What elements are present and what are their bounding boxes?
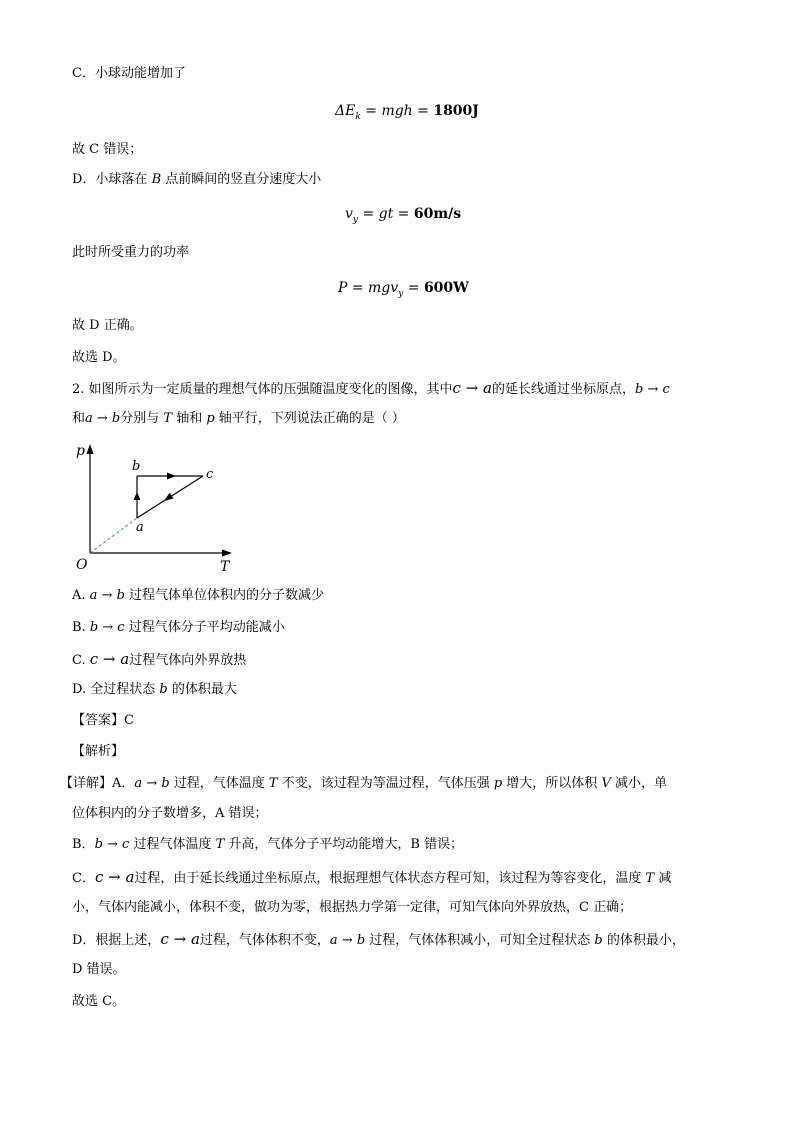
detail-label: 【详解】 [60,776,113,791]
exD-pre: D．根据上述， [72,933,161,948]
label-c: c [206,467,214,482]
analysis-label: 【解析】 [72,744,125,759]
explanation-a-line2: 位体积内的分子数增多，A 错误； [72,806,268,821]
eq2-value: 60m/s [413,206,462,222]
q2-l2-ab: a → b [85,411,121,426]
optA-proc: a → b [89,588,125,603]
explanation-d-line2: D 错误。 [72,962,126,977]
question2-line1 [72,378,670,400]
optA-pre: A. [72,588,90,603]
eq3-value: 600W [423,280,469,296]
q2-l1-pre: 2. 如图所示为一定质量的理想气体的压强随温度变化的图像，其中 [72,382,453,397]
exC-T: T [645,871,655,886]
c-kinetic-text: C．小球动能增加了 [72,66,186,81]
p-t-diagram [70,440,250,580]
option-a [72,586,324,606]
eq1-sub: k [355,111,361,122]
explanation-c-line1 [72,867,671,889]
exC-text2: 减 [654,871,672,886]
optC-proc: c → a [89,650,130,668]
q2-l1-mid: 的延长线通过坐标原点， [492,382,636,397]
exC-pre: C． [72,871,95,886]
answer-value: C [124,713,134,728]
eq2-lhs: v [345,206,353,222]
optD-post: 的体积最大 [167,682,237,697]
label-b: b [132,459,141,474]
optB-proc: b → c [89,620,125,635]
equation-velocity [345,203,461,231]
option-b [72,618,285,638]
d-velocity-text [72,170,321,190]
optB-pre: B. [72,620,90,635]
explanation-b [72,835,463,855]
optC-pre: C. [72,653,90,668]
extension-line [90,518,137,553]
q2-l2-pre: 和 [72,411,86,426]
p-axis-arrow-icon [87,444,94,454]
explanation-d-line1 [72,929,685,951]
final-answer-text: 故选 C。 [72,994,126,1009]
optC-post: 过程气体向外界放热 [129,653,247,668]
power-text: 此时所受重力的功率 [72,245,190,260]
exB-text1: 过程气体温度 [129,837,216,852]
eq1-lhs: ΔE [335,103,356,119]
explanation-c-line2: 小，气体内能减小，体积不变，做功为零，根据热力学第一定律，可知气体向外界放热，C 正确； [72,900,633,915]
d-text-post: 点前瞬间的竖直分速度大小 [161,172,322,187]
eq1-value: 1800J [433,103,479,119]
exD-text1: 过程，气体体积不变， [199,933,330,948]
exC-proc: c → a [94,868,135,886]
q2-l2-mid2: 轴和 [172,411,207,426]
label-T: T [220,559,230,575]
arrow-b-c-icon [167,473,176,480]
q2-l2-T: T [163,411,173,426]
label-a: a [136,520,144,535]
q2-l1-bc: b → c [635,382,670,397]
exB-T: T [215,837,225,852]
exA-text4: 减小，单 [610,776,667,791]
q2-l1-ca: c → a [452,379,492,397]
exA-V: V [601,776,611,791]
exD-text2: 过程，气体体积减小，可知全过程状态 [365,933,595,948]
exD-proc1: c → a [160,930,200,948]
eq2-mid: = gt = [358,206,414,222]
label-p: p [76,443,85,459]
answer-line [72,711,134,731]
exA-proc: a → b [134,776,170,791]
eq1-mid: = mgh = [360,103,434,119]
exD-text3: 的体积最小， [602,933,685,948]
exC-text1: 过程，由于延长线通过坐标原点，根据理想气体状态方程可知，该过程为等容变化，温度 [134,871,646,886]
eq2-sub: y [352,214,359,225]
optD-pre: D. 全过程状态 [72,682,160,697]
eq3-lhs: P = mgv [338,280,399,296]
optB-post: 过程气体分子平均动能减小 [124,620,285,635]
q2-l2-p: p [206,411,215,426]
option-c [72,649,246,671]
d-correct-text: 故 D 正确。 [72,318,143,333]
exB-proc: b → c [94,837,130,852]
exD-b: b [594,933,603,948]
option-d [72,680,237,700]
eq3-mid: = [403,280,424,296]
arrow-c-a-icon [164,493,174,501]
explanation-a-line1 [60,774,667,794]
exB-text2: 升高，气体分子平均动能增大，B 错误； [224,837,464,852]
t-axis-arrow-icon [222,550,232,557]
label-O: O [76,557,88,573]
exD-proc2: a → b [329,933,366,948]
answer-label: 【答案】 [72,713,125,728]
d-text-pre: D．小球落在 [72,172,152,187]
exA-text1: 过程，气体温度 [169,776,269,791]
equation-kinetic-energy [335,100,479,128]
optD-b: b [159,682,168,697]
choose-d-text: 故选 D。 [72,350,126,365]
exA-text2: 不变，该过程为等温过程，气体压强 [277,776,494,791]
exA-pre: A． [112,776,135,791]
question2-line2 [72,409,405,429]
q2-l2-mid1: 分别与 [120,411,164,426]
arrow-a-b-icon [134,492,141,500]
exB-pre: B． [72,837,95,852]
d-text-B: B [151,172,162,187]
eq3-sub: y [398,288,404,299]
optA-post: 过程气体单位体积内的分子数减少 [124,588,325,603]
exA-p: p [493,776,503,791]
exA-T: T [268,776,278,791]
equation-power [338,277,469,305]
exA-text3: 增大，所以体积 [502,776,602,791]
q2-l2-post: 轴平行，下列说法正确的是（ ） [214,411,405,426]
c-wrong-text: 故 C 错误； [72,142,143,157]
